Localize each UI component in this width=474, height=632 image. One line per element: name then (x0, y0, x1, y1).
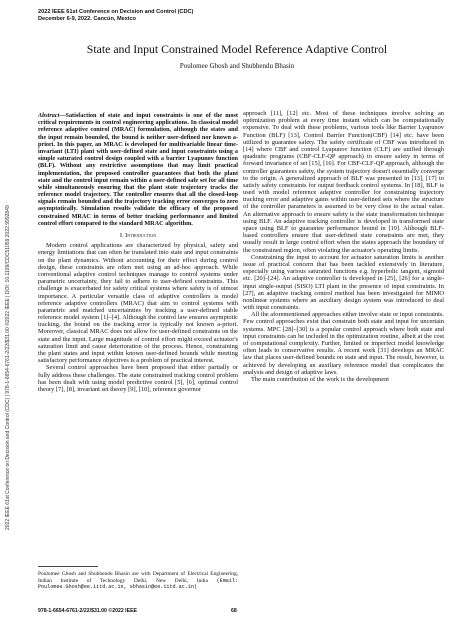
abstract-text: —Satisfaction of state and input constraints is one of the most critical requirements in control engineering applications. In classical model reference adaptive control (MRAC) formulation, although the states and the input remain bounded, the bound is neither user-defined nor known a-priori. In this paper, an MRAC is developed for multivariable linear time-invariant (LTI) plant with user-defined state and input constraints using a simple saturated control design coupled with a barrier Lyapunov function (BLF). Without any restrictive assumptions that may limit practical implementation, the proposed controller guarantees that both the plant state and the control input remain within a user-defined safe set for all time while simultaneously ensuring that the plant state trajectory tracks the reference model trajectory. The controller ensures that all the closed-loop signals remain bounded and the trajectory tracking error converges to zero asymptotically. Simulation results validate the efficacy of the proposed constrained MRAC in terms of better tracking performance and limited control effort compared to the standard MRAC algorithm. (38, 112, 238, 227)
right-column (243, 110, 444, 383)
author-footnote (38, 571, 238, 591)
intro-paragraph-2: Several control approaches have been proposed that either partially or fully address these challenges. The state constrained tracking control problem has been dealt with using model predictive control [5], [6], optimal control theory [7], [8], invariant set theory [9], [10], reference governor (38, 364, 238, 393)
conference-name: 2022 IEEE 61st Conference on Decision and Control (CDC) (38, 9, 194, 15)
conference-dates: December 6-9, 2022. Cancún, Mexico (38, 16, 136, 22)
footnote-email: (Email: Poulomee.Ghosh@ee.iitd.ac.in, sbhasin@ee.iitd.ac.in) (38, 577, 238, 591)
page-number: 68 (231, 608, 237, 614)
conference-header (38, 9, 193, 23)
right-paragraph-3: All the aforementioned approaches either involve state or input constraints. Few control approaches exist that constrain both state and input for uncertain systems. MPC [28]–[30] is a popular control approach where both state and input constraints can be included in the optimization routine, albeit at the cost of computational complexity. Further, limited or imperfect model knowledge often leads to conservative results. A recent work [31] develops an MRAC law that places user-defined bounds on state and input. The result, however, is achieved by developing an auxiliary reference model that complicates the analysis and design of adaptive laws. (243, 311, 444, 376)
abstract-label: Abstract (38, 112, 60, 119)
right-paragraph-1: approach [11], [12] etc. Most of these techniques involve solving an optimization problem at every time instant which can be computationally expensive. To deal with these problems, various tools like Barrier Lyapunov Function (BLF) [13], Control Barrier Function(CBF) [14] etc. have been utilized to guarantee safety. The safety certificate of CBF was introduced in [14] where CBF and control Lyapunov function (CLF) are unified through quadratic programs (CBF-CLF-QP approach) to ensure safety in terms of forward invariance of set [15], [16]. For CBF-CLF-QP approach, although the controller guarantees safety, the system trajectory doesn't essentially converge to the origin. A generalized approach of BLF was presented in [13], [17] to satisfy safety constraints for output feedback control systems. In [18], BLF is used with model reference adaptive controller for constraining trajectory tracking error and adaptive gains within user-defined sets where the structure of the controller parameters is assumed to be very close to the actual value. An alternative approach to ensure safety is the state transformation technique using BLF. An adaptive tracking controller is developed in transformed state space using BLF to guarantee performance bound in [19]. Although BLF-based controllers ensure that user-defined state constraints are met, they usually result in large control effort when the states approach the boundary of the constrained region, often violating the actuator's operating limits. (243, 110, 444, 254)
footnote-divider (38, 566, 98, 567)
footnote-text: Poulomee Ghosh and Shubhendu Bhasin are with Department of Electrical Engineering, Indian Institute of Technology Delhi, New Delhi, India (38, 571, 238, 584)
sidebar-citation-text: 2022 IEEE 61st Conference on Decision and Control (CDC) | 978-1-6654-6761-2/22/$31.00 ©2022 IEEE | DOI: 10.1109/CDC51059.2022.9992849 (5, 205, 11, 530)
paper-title: State and Input Constrained Model Reference Adaptive Control (86, 42, 388, 56)
sidebar-citation (5, 118, 15, 530)
left-column (38, 112, 238, 393)
paper-authors: Poulomee Ghosh and Shubhendu Bhasin (179, 62, 295, 70)
right-paragraph-2: Constraining the input to account for actuator saturation limits is another issue of practical concern that has been tackled extensively in literature, especially using various saturated functions e.g. hyperbolic tangent, sigmoid etc. [20]–[24]. An adaptive controller is developed in [25], [26] for a single-input single-output (SISO) LTI plant in the presence of input constraints. In [27], an adaptive tracking control method has been investigated for MIMO nonlinear systems where an auxiliary design system was introduced to deal with input constraints. (243, 253, 444, 312)
intro-paragraph-1: Modern control applications are characterized by physical, safety and energy limitations that can often be translated into state and input constraints on the plant dynamics. Without accounting for their effect during control design, these constraints are often met using an ad-hoc approach. While conventional adaptive control techniques manage to control systems under parametric uncertainty, they fail to adhere to user-defined constraints. This challenge is exacerbated for safety critical systems where safety is of utmost importance. A particular versatile class of adaptive controllers is model reference adaptive controllers (MRAC) that aim to control systems with parametric and matched uncertainties by tracking a user-defined stable reference model system [1]–[4]. Although the control law ensures asymptotic tracking, the bound on the tracking error is typically not known a-priori. Moreover, classical MRAC does not allow for user-defined constraints on the state and the input. Large magnitude of control effort might exceed actuator's saturation limit and cause deterioration of the process. Hence, constraining the plant states and input within known user-defined bounds while meeting satisfactory performance objectives is a problem of practical interest. (38, 242, 238, 365)
abstract (38, 112, 238, 227)
isbn-footer: 978-1-6654-6761-2/22/$31.00 ©2022 IEEE (38, 608, 138, 614)
section-heading-introduction: I. Introduction (119, 232, 157, 239)
right-paragraph-4: The main contribution of the work is the development (251, 375, 390, 383)
